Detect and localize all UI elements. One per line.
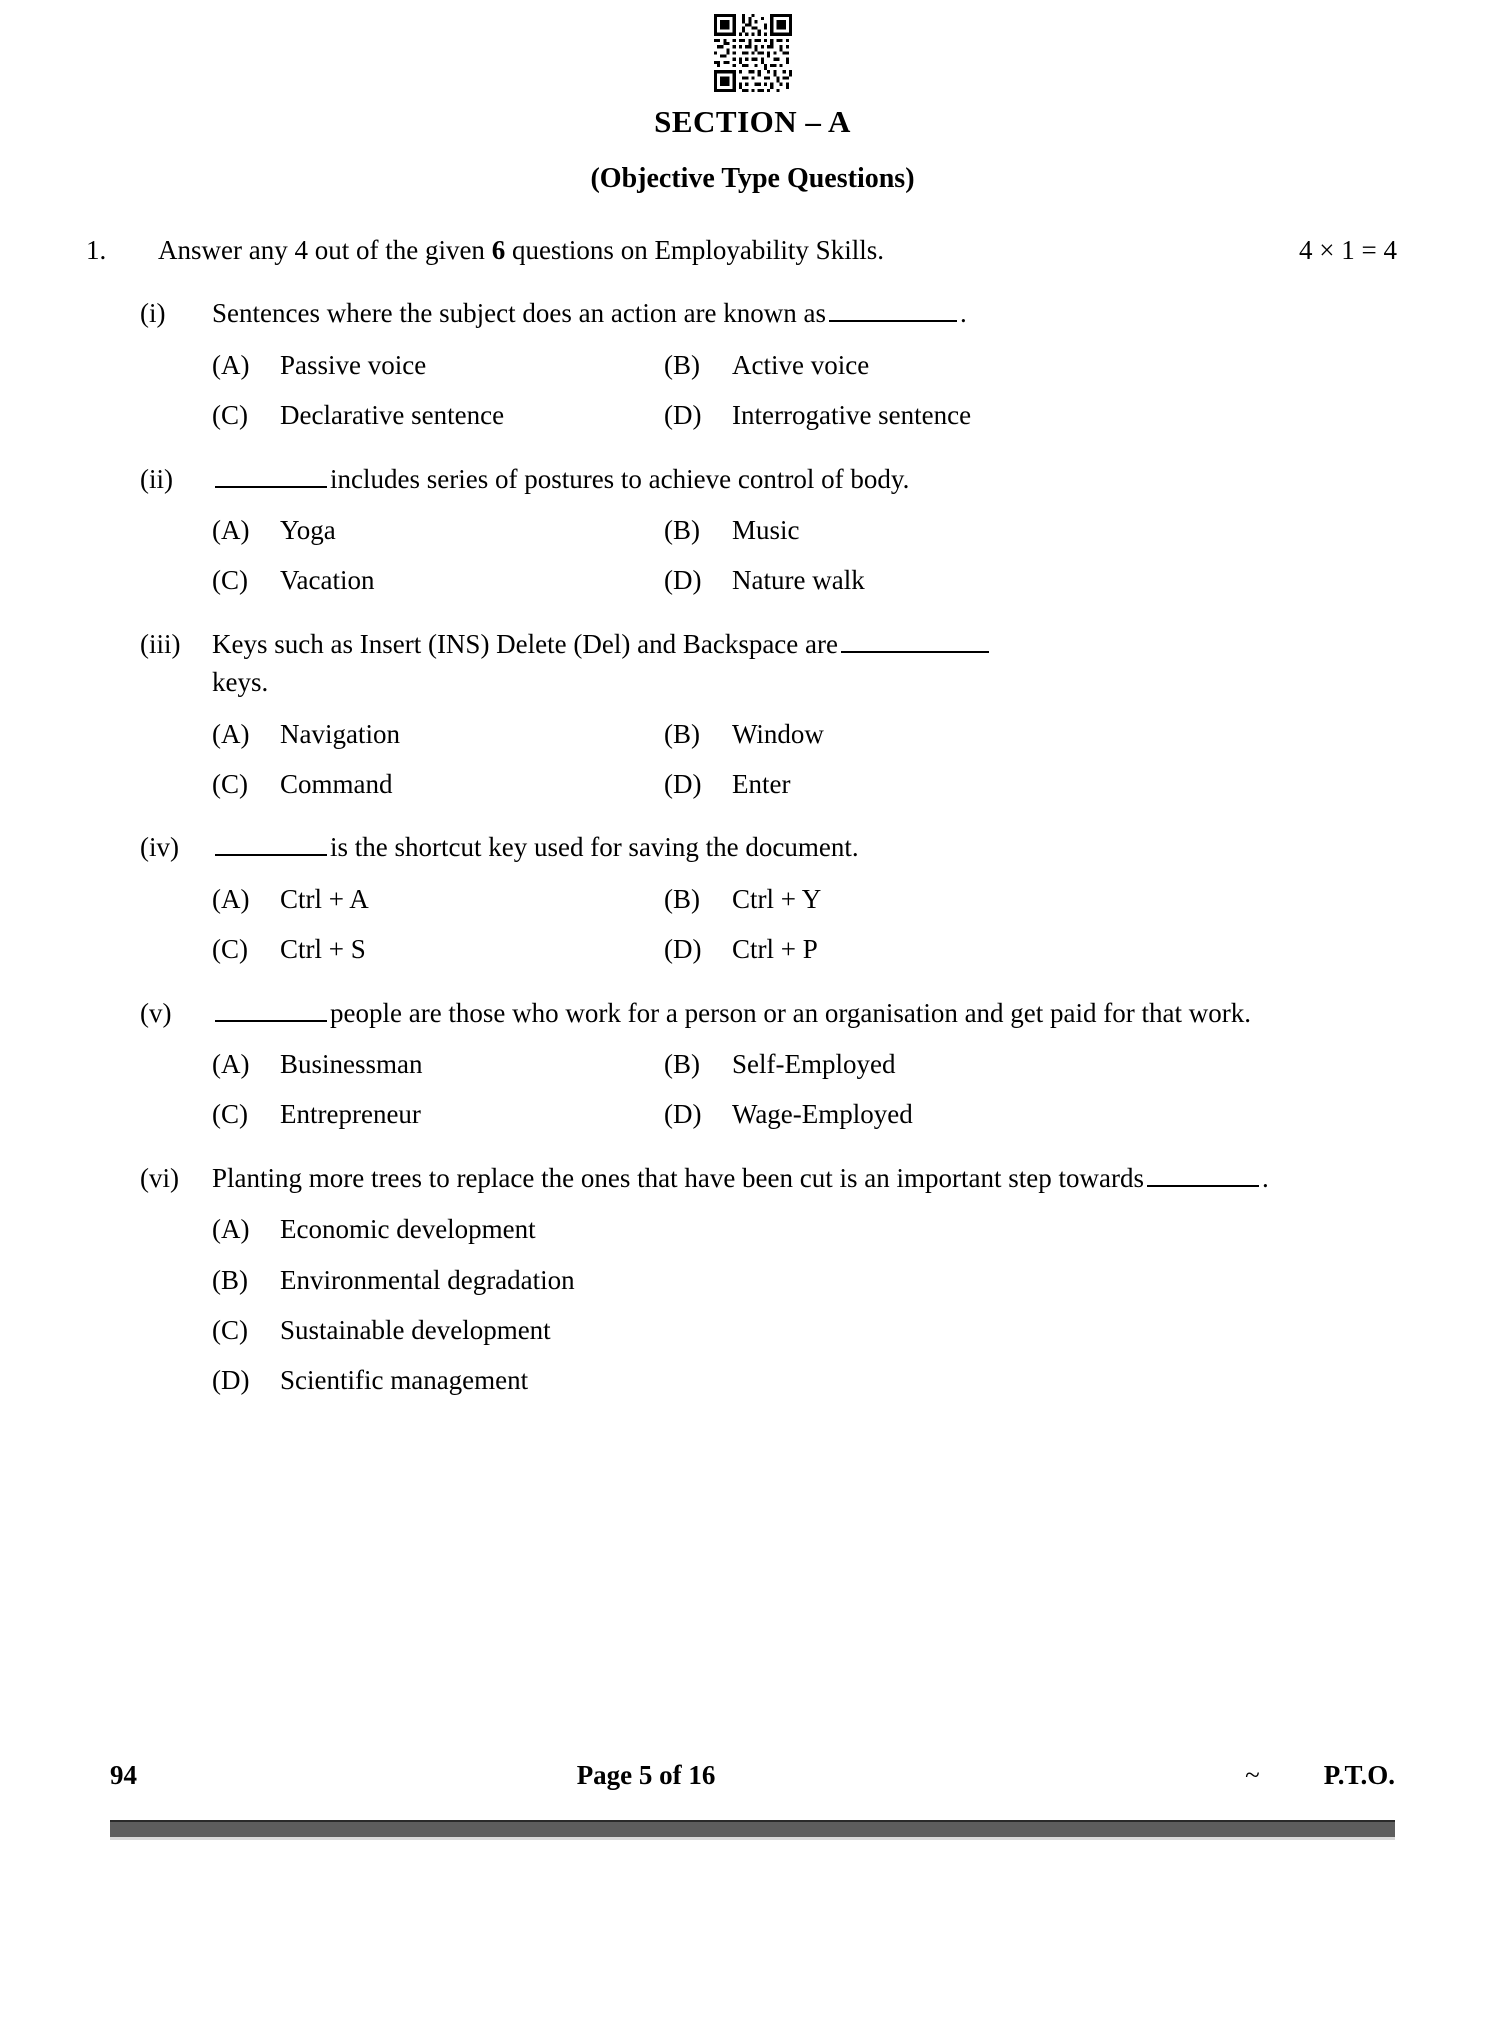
sub-question-vi-text xyxy=(212,1159,1397,1197)
option-row xyxy=(212,1046,1397,1082)
option-text: Passive voice xyxy=(280,349,427,380)
option-key: (C) xyxy=(212,1099,248,1130)
option-row xyxy=(212,512,1397,548)
option-row xyxy=(212,881,1397,917)
option-key: (B) xyxy=(212,1264,248,1295)
sub-question-v xyxy=(0,994,1505,1133)
option-row xyxy=(212,562,1397,598)
option-key: (D) xyxy=(664,934,702,965)
option-key: (C) xyxy=(212,565,248,596)
option-c[interactable] xyxy=(212,766,664,802)
sub-question-vi-label: (vi) xyxy=(140,1162,179,1193)
option-key: (A) xyxy=(212,1048,250,1079)
option-text: Nature walk xyxy=(732,565,865,596)
answer-blank xyxy=(215,460,327,488)
sub-question-vi-options xyxy=(140,1211,1397,1399)
option-c[interactable] xyxy=(212,1312,1397,1348)
option-row xyxy=(212,1211,1397,1247)
sub-question-iv-options xyxy=(140,881,1397,968)
sub-question-iii xyxy=(0,625,1505,803)
option-text: Ctrl + S xyxy=(280,934,366,965)
question-instruction xyxy=(158,232,1275,268)
sub-question-iv-head xyxy=(140,828,1397,866)
option-text: Navigation xyxy=(280,718,400,749)
option-key: (D) xyxy=(212,1365,250,1396)
sub-question-ii-text xyxy=(212,460,1397,498)
option-key: (A) xyxy=(212,718,250,749)
option-text: Ctrl + P xyxy=(732,934,818,965)
sub-question-i-text xyxy=(212,294,1397,332)
option-b[interactable] xyxy=(664,881,821,917)
option-d[interactable] xyxy=(212,1362,1397,1398)
option-d[interactable] xyxy=(664,562,865,598)
option-text: Yoga xyxy=(280,514,336,545)
option-key: (C) xyxy=(212,1314,248,1345)
option-key: (D) xyxy=(664,1099,702,1130)
sub-question-iv xyxy=(0,828,1505,967)
instruction-count: 6 xyxy=(491,235,506,265)
option-key: (D) xyxy=(664,565,702,596)
option-text: Declarative sentence xyxy=(280,400,505,431)
option-d[interactable] xyxy=(664,931,818,967)
option-row xyxy=(212,766,1397,802)
sub-question-iii-text xyxy=(212,625,1397,702)
sub-question-v-label: (v) xyxy=(140,997,172,1028)
sub-question-iii-options xyxy=(140,716,1397,803)
sub-question-vi-text-after: . xyxy=(1261,1162,1269,1193)
paper-code: 94 xyxy=(110,1760,137,1790)
sub-question-iii-label: (iii) xyxy=(140,628,181,659)
option-key: (D) xyxy=(664,768,702,799)
questions-body xyxy=(0,232,1505,1399)
option-c[interactable] xyxy=(212,397,664,433)
sub-question-ii-head xyxy=(140,460,1397,498)
option-b[interactable] xyxy=(664,716,824,752)
option-a[interactable] xyxy=(212,716,664,752)
page-indicator: Page 5 of 16 xyxy=(576,1760,716,1790)
option-text: Wage-Employed xyxy=(732,1099,913,1130)
sub-question-i-head xyxy=(140,294,1397,332)
question-1-header xyxy=(0,232,1505,268)
sub-question-i-options xyxy=(140,347,1397,434)
question-marks: 4 × 1 = 4 xyxy=(1299,235,1397,265)
option-row xyxy=(212,347,1397,383)
option-key: (B) xyxy=(664,514,700,545)
sub-question-vi xyxy=(0,1159,1505,1399)
option-key: (C) xyxy=(212,934,248,965)
option-key: (B) xyxy=(664,349,700,380)
instruction-post: questions on Employability Skills. xyxy=(505,235,884,265)
option-c[interactable] xyxy=(212,1096,664,1132)
option-b[interactable] xyxy=(664,347,869,383)
option-key: (B) xyxy=(664,883,700,914)
option-a[interactable] xyxy=(212,347,664,383)
answer-blank xyxy=(841,625,989,653)
option-text: Window xyxy=(732,718,824,749)
option-row xyxy=(212,716,1397,752)
option-key: (C) xyxy=(212,400,248,431)
sub-question-vi-head xyxy=(140,1159,1397,1197)
option-key: (A) xyxy=(212,883,250,914)
page-footer xyxy=(110,1760,1395,1791)
option-key: (A) xyxy=(212,1214,250,1245)
option-b[interactable] xyxy=(664,1046,895,1082)
option-row xyxy=(212,1362,1397,1398)
option-key: (D) xyxy=(664,400,702,431)
option-key: (A) xyxy=(212,514,250,545)
option-text: Entrepreneur xyxy=(280,1099,421,1130)
sub-question-ii-label: (ii) xyxy=(140,463,173,494)
option-key: (B) xyxy=(664,718,700,749)
option-d[interactable] xyxy=(664,1096,913,1132)
sub-question-iv-text xyxy=(212,828,1397,866)
sub-question-i-label: (i) xyxy=(140,298,166,329)
footer-rule xyxy=(110,1820,1395,1840)
sub-question-i-text-before: Sentences where the subject does an action are known as xyxy=(212,298,827,329)
option-text: Economic development xyxy=(280,1214,536,1245)
pto-label: P.T.O. xyxy=(1323,1760,1395,1790)
sub-question-ii-options xyxy=(140,512,1397,599)
option-c[interactable] xyxy=(212,562,664,598)
option-b[interactable] xyxy=(664,512,800,548)
option-key: (B) xyxy=(664,1048,700,1079)
option-row xyxy=(212,1262,1397,1298)
qr-code-container xyxy=(0,14,1505,92)
option-text: Vacation xyxy=(280,565,375,596)
option-row xyxy=(212,1096,1397,1132)
sub-question-v-text-after: people are those who work for a person or an organisation and get paid for that work. xyxy=(330,997,1251,1028)
option-row xyxy=(212,1312,1397,1348)
sub-question-iii-head xyxy=(140,625,1397,702)
qr-code-icon xyxy=(714,14,792,92)
question-number: 1. xyxy=(86,235,107,265)
option-text: Ctrl + Y xyxy=(732,883,822,914)
sub-question-iii-text-before: Keys such as Insert (INS) Delete (Del) and Backspace are xyxy=(212,628,838,659)
option-text: Scientific management xyxy=(280,1365,529,1396)
sub-question-ii xyxy=(0,460,1505,599)
option-text: Self-Employed xyxy=(732,1048,896,1079)
option-d[interactable] xyxy=(664,766,790,802)
option-a[interactable] xyxy=(212,512,664,548)
option-text: Music xyxy=(732,514,800,545)
option-text: Enter xyxy=(732,768,791,799)
option-text: Sustainable development xyxy=(280,1314,551,1345)
answer-blank xyxy=(829,295,957,323)
option-row xyxy=(212,397,1397,433)
sub-question-v-head xyxy=(140,994,1397,1032)
option-row xyxy=(212,931,1397,967)
option-a[interactable] xyxy=(212,1046,664,1082)
sub-question-vi-text-before: Planting more trees to replace the ones that have been cut is an important step towards xyxy=(212,1162,1144,1193)
option-d[interactable] xyxy=(664,397,971,433)
option-b[interactable] xyxy=(212,1262,1397,1298)
subsection-heading: (Objective Type Questions) xyxy=(590,163,915,194)
sub-question-iv-label: (iv) xyxy=(140,832,179,863)
answer-blank xyxy=(215,994,327,1022)
sub-question-v-options xyxy=(140,1046,1397,1133)
option-c[interactable] xyxy=(212,931,664,967)
instruction-pre: Answer any 4 out of the given xyxy=(158,235,492,265)
sub-question-iv-text-after: is the shortcut key used for saving the document. xyxy=(330,832,859,863)
sub-question-i-text-after: . xyxy=(960,298,967,329)
option-text: Ctrl + A xyxy=(280,883,369,914)
sub-question-i xyxy=(0,294,1505,433)
answer-blank xyxy=(215,829,327,857)
option-a[interactable] xyxy=(212,1211,1397,1247)
section-heading: SECTION – A xyxy=(654,104,851,139)
option-key: (C) xyxy=(212,768,248,799)
sub-question-ii-text-after: includes series of postures to achieve control of body. xyxy=(330,463,910,494)
sub-question-iii-text-after: keys. xyxy=(212,667,269,698)
option-text: Command xyxy=(280,768,393,799)
option-text: Environmental degradation xyxy=(280,1264,575,1295)
tilde-mark: ~ xyxy=(1245,1760,1260,1790)
sub-question-v-text xyxy=(212,994,1397,1032)
option-text: Interrogative sentence xyxy=(732,400,972,431)
option-key: (A) xyxy=(212,349,250,380)
answer-blank xyxy=(1147,1159,1259,1187)
option-a[interactable] xyxy=(212,881,664,917)
option-text: Businessman xyxy=(280,1048,423,1079)
option-text: Active voice xyxy=(732,349,870,380)
